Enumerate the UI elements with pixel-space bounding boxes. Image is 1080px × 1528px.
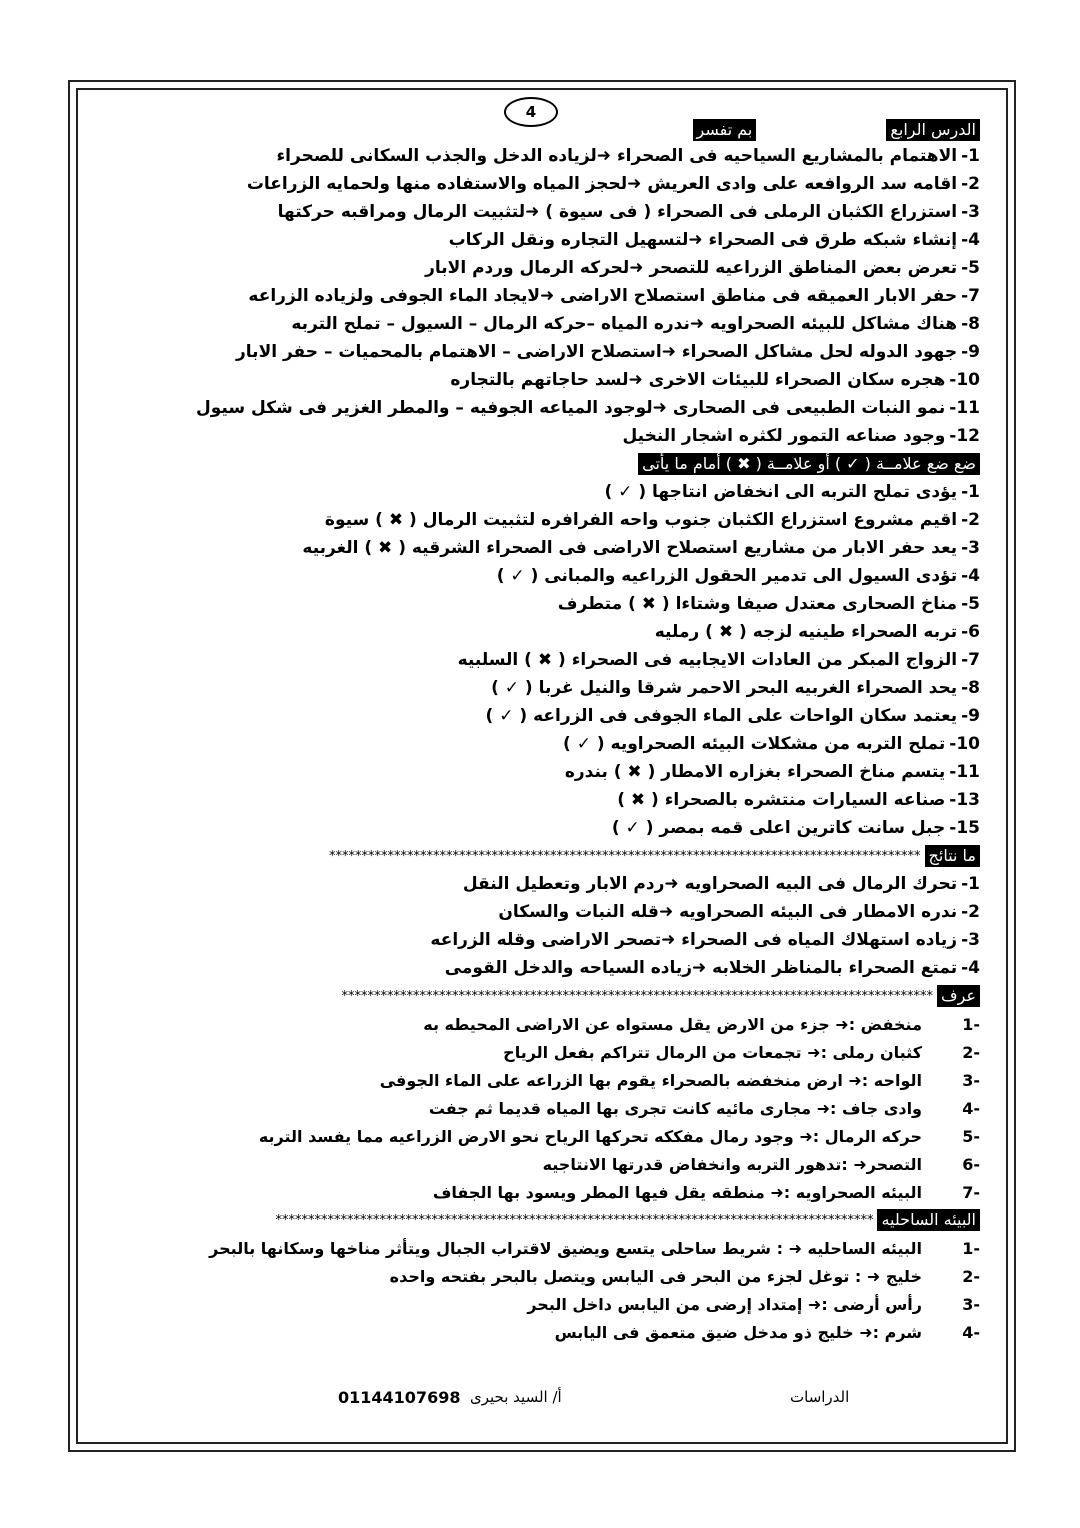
definition-item [110, 1234, 980, 1262]
item-text: شرم :➜ خليج ذو مدخل ضيق متعمق فى اليابس [554, 1322, 922, 1342]
item-text: تؤدى السيول الى تدمير الحقول الزراعيه والمبانى ( ✓ ) [496, 566, 958, 586]
page-footer [0, 1388, 1080, 1412]
list-item [110, 702, 980, 730]
list-item [110, 198, 980, 226]
item-text: البيئه الصحراويه :➜ منطقه يقل فيها المطر ويسود بها الجفاف [432, 1182, 922, 1202]
list-item [110, 282, 980, 310]
definition-item [110, 1150, 980, 1178]
item-number: -4 [962, 1322, 980, 1342]
item-number: 10- [949, 734, 980, 754]
section5-header [110, 1206, 980, 1234]
item-number: 11- [949, 398, 980, 418]
item-text: البيئه الساحليه ➜ : شريط ساحلى يتسع ويضيق لاقتراب الجبال ويتأثر مناخها وسكانها بالبحر [209, 1238, 922, 1258]
item-text: الاهتمام بالمشاريع السياحيه فى الصحراء ➜لزياده الدخل والجذب السكانى للصحراء [276, 146, 958, 166]
item-text: زياده استهلاك المياه فى الصحراء ➜تصحر الاراضى وقله الزراعه [430, 930, 958, 950]
worksheet-content [110, 118, 980, 1346]
item-text: اقامه سد الروافعه على وادى العريش ➜لحجز المياه والاستفاده منها ولحمايه الزراعات [246, 174, 958, 194]
item-text: استزراع الكثبان الرملى فى الصحراء ( فى سيوة ) ➜لتثبيت الرمال ومراقبه حركتها [277, 202, 958, 222]
list-item [110, 730, 980, 758]
item-number: 1- [961, 482, 980, 502]
item-text: ندره الامطار فى البيئه الصحراويه ➜قله النبات والسكان [498, 902, 958, 922]
definition-item [110, 1318, 980, 1346]
list-item [110, 590, 980, 618]
item-text: الواحه :➜ ارض منخفضه بالصحراء يقوم بها الزراعه على الماء الجوفى [379, 1070, 922, 1090]
definition-item [110, 1038, 980, 1066]
list-item [110, 226, 980, 254]
item-number: 13- [949, 790, 980, 810]
item-number: 4- [961, 958, 980, 978]
list-item [110, 870, 980, 898]
list-item [110, 954, 980, 982]
item-number: -2 [962, 1266, 980, 1286]
list-item [110, 534, 980, 562]
item-number: -1 [962, 1238, 980, 1258]
item-text: مناخ الصحارى معتدل صيفا وشتاءا ( ✖ ) متطرف [557, 594, 958, 614]
definition-item [110, 1122, 980, 1150]
item-number: -3 [962, 1294, 980, 1314]
item-text: جبل سانت كاترين اعلى قمه بمصر ( ✓ ) [611, 818, 946, 838]
list-item [110, 478, 980, 506]
section2-title: ضع ضع علامــة ( ✓ ) أو علامــة ( ✖ ) أمام ما يأتى [638, 453, 980, 475]
item-text: هجره سكان الصحراء للبيئات الاخرى ➜لسد حاجاتهم بالتجاره [450, 370, 946, 390]
item-number: 8- [961, 678, 980, 698]
definition-item [110, 1094, 980, 1122]
item-text: تربه الصحراء طينيه لزجه ( ✖ ) رمليه [654, 622, 958, 642]
item-number: 5- [961, 258, 980, 278]
section1-header [110, 118, 980, 142]
item-text: خليج ➜ : توغل لجزء من البحر فى اليابس ويتصل بالبحر بفتحه واحده [389, 1266, 922, 1286]
item-text: وجود صناعه التمور لكثره اشجار النخيل [622, 426, 946, 446]
list-item [110, 646, 980, 674]
item-number: 15- [949, 818, 980, 838]
item-text: حركه الرمال :➜ وجود رمال مفككه تحركها الرياح نحو الارض الزراعيه مما يفسد التربه [258, 1126, 922, 1146]
page-number: 4 [504, 97, 558, 127]
item-text: هناك مشاكل للبيئه الصحراويه ➜ندره المياه –حركه الرمال – السيول – تملح التربه [291, 314, 958, 334]
section2-list [110, 478, 980, 842]
item-number: 2- [961, 510, 980, 530]
list-item [110, 170, 980, 198]
list-item [110, 366, 980, 394]
section4-title: عرف [937, 985, 980, 1007]
item-text: التصحر➜ :تدهور التربه وانخفاض قدرتها الانتاجيه [542, 1154, 922, 1174]
section1-list [110, 142, 980, 450]
section5-list [110, 1234, 980, 1346]
item-number: 3- [961, 930, 980, 950]
item-number: 9- [961, 342, 980, 362]
section1-subtitle: بم تفسر [693, 119, 757, 141]
definition-item [110, 1178, 980, 1206]
section3-divider: ******************************************************************************************* [329, 848, 921, 864]
list-item [110, 562, 980, 590]
definition-item [110, 1066, 980, 1094]
item-text: صناعه السيارات منتشره بالصحراء ( ✖ ) [617, 790, 946, 810]
item-number: -4 [962, 1098, 980, 1118]
item-text: يؤدى تملح التربه الى انخفاض انتاجها ( ✓ ) [604, 482, 958, 502]
item-number: 8- [961, 314, 980, 334]
item-number: 1- [961, 146, 980, 166]
item-text: اقيم مشروع استزراع الكثبان جنوب واحه الفرافره لتثبيت الرمال ( ✖ ) سيوة [324, 510, 958, 530]
item-text: جهود الدوله لحل مشاكل الصحراء ➜استصلاح الاراضى – الاهتمام بالمحميات – حفر الابار [236, 342, 958, 362]
list-item [110, 674, 980, 702]
item-number: 3- [961, 538, 980, 558]
item-number: 4- [961, 566, 980, 586]
item-text: نمو النبات الطبيعى فى الصحارى ➜لوجود المياعه الجوفيه – والمطر الغزير فى شكل سيول [195, 398, 946, 418]
section4-list [110, 1010, 980, 1206]
list-item [110, 310, 980, 338]
footer-subject: الدراسات [790, 1388, 850, 1406]
list-item [110, 758, 980, 786]
item-number: 2- [961, 174, 980, 194]
item-number: 2- [961, 902, 980, 922]
item-number: 4- [961, 230, 980, 250]
section5-divider: ******************************************************************************************** [275, 1212, 874, 1228]
item-text: يعتمد سكان الواحات على الماء الجوفى فى الزراعه ( ✓ ) [485, 706, 958, 726]
item-number: 7- [961, 650, 980, 670]
section5-title: البيئه الساحليه [877, 1209, 980, 1231]
item-number: 3- [961, 202, 980, 222]
footer-phone: 01144107698 [338, 1388, 461, 1407]
item-text: حفر الابار العميقه فى مناطق استصلاح الاراضى ➜لايجاد الماء الجوفى ولزياده الزراعه [248, 286, 958, 306]
list-item [110, 506, 980, 534]
item-text: تحرك الرمال فى البيه الصحراويه ➜ردم الابار وتعطيل النقل [462, 874, 958, 894]
item-text: يتسم مناخ الصحراء بغزاره الامطار ( ✖ ) بندره [564, 762, 946, 782]
section3-title: ما نتائج [925, 845, 980, 867]
definition-item [110, 1010, 980, 1038]
item-text: الزواج المبكر من العادات الايجابيه فى الصحراء ( ✖ ) السلبيه [457, 650, 958, 670]
item-number: 11- [949, 762, 980, 782]
section2-header [110, 450, 980, 478]
section4-divider: ******************************************************************************************* [341, 988, 934, 1004]
item-text: تعرض بعض المناطق الزراعيه للتصحر ➜لحركه الرمال وردم الابار [425, 258, 958, 278]
item-number: -5 [962, 1126, 980, 1146]
list-item [110, 814, 980, 842]
item-number: -6 [962, 1154, 980, 1174]
item-text: وادى جاف :➜ مجارى مائيه كانت تجرى بها المياه قديما ثم جفت [428, 1098, 922, 1118]
item-number: -7 [962, 1182, 980, 1202]
list-item [110, 422, 980, 450]
list-item [110, 618, 980, 646]
item-number: 1- [961, 874, 980, 894]
item-text: يحد الصحراء الغربيه البحر الاحمر شرقا والنيل غربا ( ✓ ) [491, 678, 958, 698]
item-number: 6- [961, 622, 980, 642]
item-number: 5- [961, 594, 980, 614]
section3-list [110, 870, 980, 982]
section3-header [110, 842, 980, 870]
definition-item [110, 1262, 980, 1290]
list-item [110, 338, 980, 366]
item-number: 7- [961, 286, 980, 306]
item-text: تمتع الصحراء بالمناظر الخلابه ➜زياده السياحه والدخل القومى [444, 958, 958, 978]
item-number: -3 [962, 1070, 980, 1090]
section4-header [110, 982, 980, 1010]
list-item [110, 142, 980, 170]
item-text: كثبان رملى :➜ تجمعات من الرمال تتراكم بفعل الرياح [503, 1042, 922, 1062]
item-number: 12- [949, 426, 980, 446]
item-text: تملح التربه من مشكلات البيئه الصحراويه ( ✓ ) [563, 734, 946, 754]
footer-teacher: أ/ السيد بحيرى [470, 1388, 562, 1406]
definition-item [110, 1290, 980, 1318]
list-item [110, 254, 980, 282]
list-item [110, 394, 980, 422]
item-text: إنشاء شبكه طرق فى الصحراء ➜لتسهيل التجاره ونقل الركاب [448, 230, 958, 250]
item-text: منخفض :➜ جزء من الارض يقل مستواه عن الاراضى المحيطه به [423, 1014, 922, 1034]
item-number: -2 [962, 1042, 980, 1062]
list-item [110, 926, 980, 954]
list-item [110, 898, 980, 926]
item-number: -1 [962, 1014, 980, 1034]
item-text: رأس أرضى :➜ إمتداد إرضى من اليابس داخل البحر [527, 1294, 922, 1314]
item-number: 10- [949, 370, 980, 390]
section1-title: الدرس الرابع [886, 119, 980, 141]
item-number: 9- [961, 706, 980, 726]
list-item [110, 786, 980, 814]
item-text: يعد حفر الابار من مشاريع استصلاح الاراضى فى الصحراء الشرقيه ( ✖ ) الغربيه [302, 538, 958, 558]
